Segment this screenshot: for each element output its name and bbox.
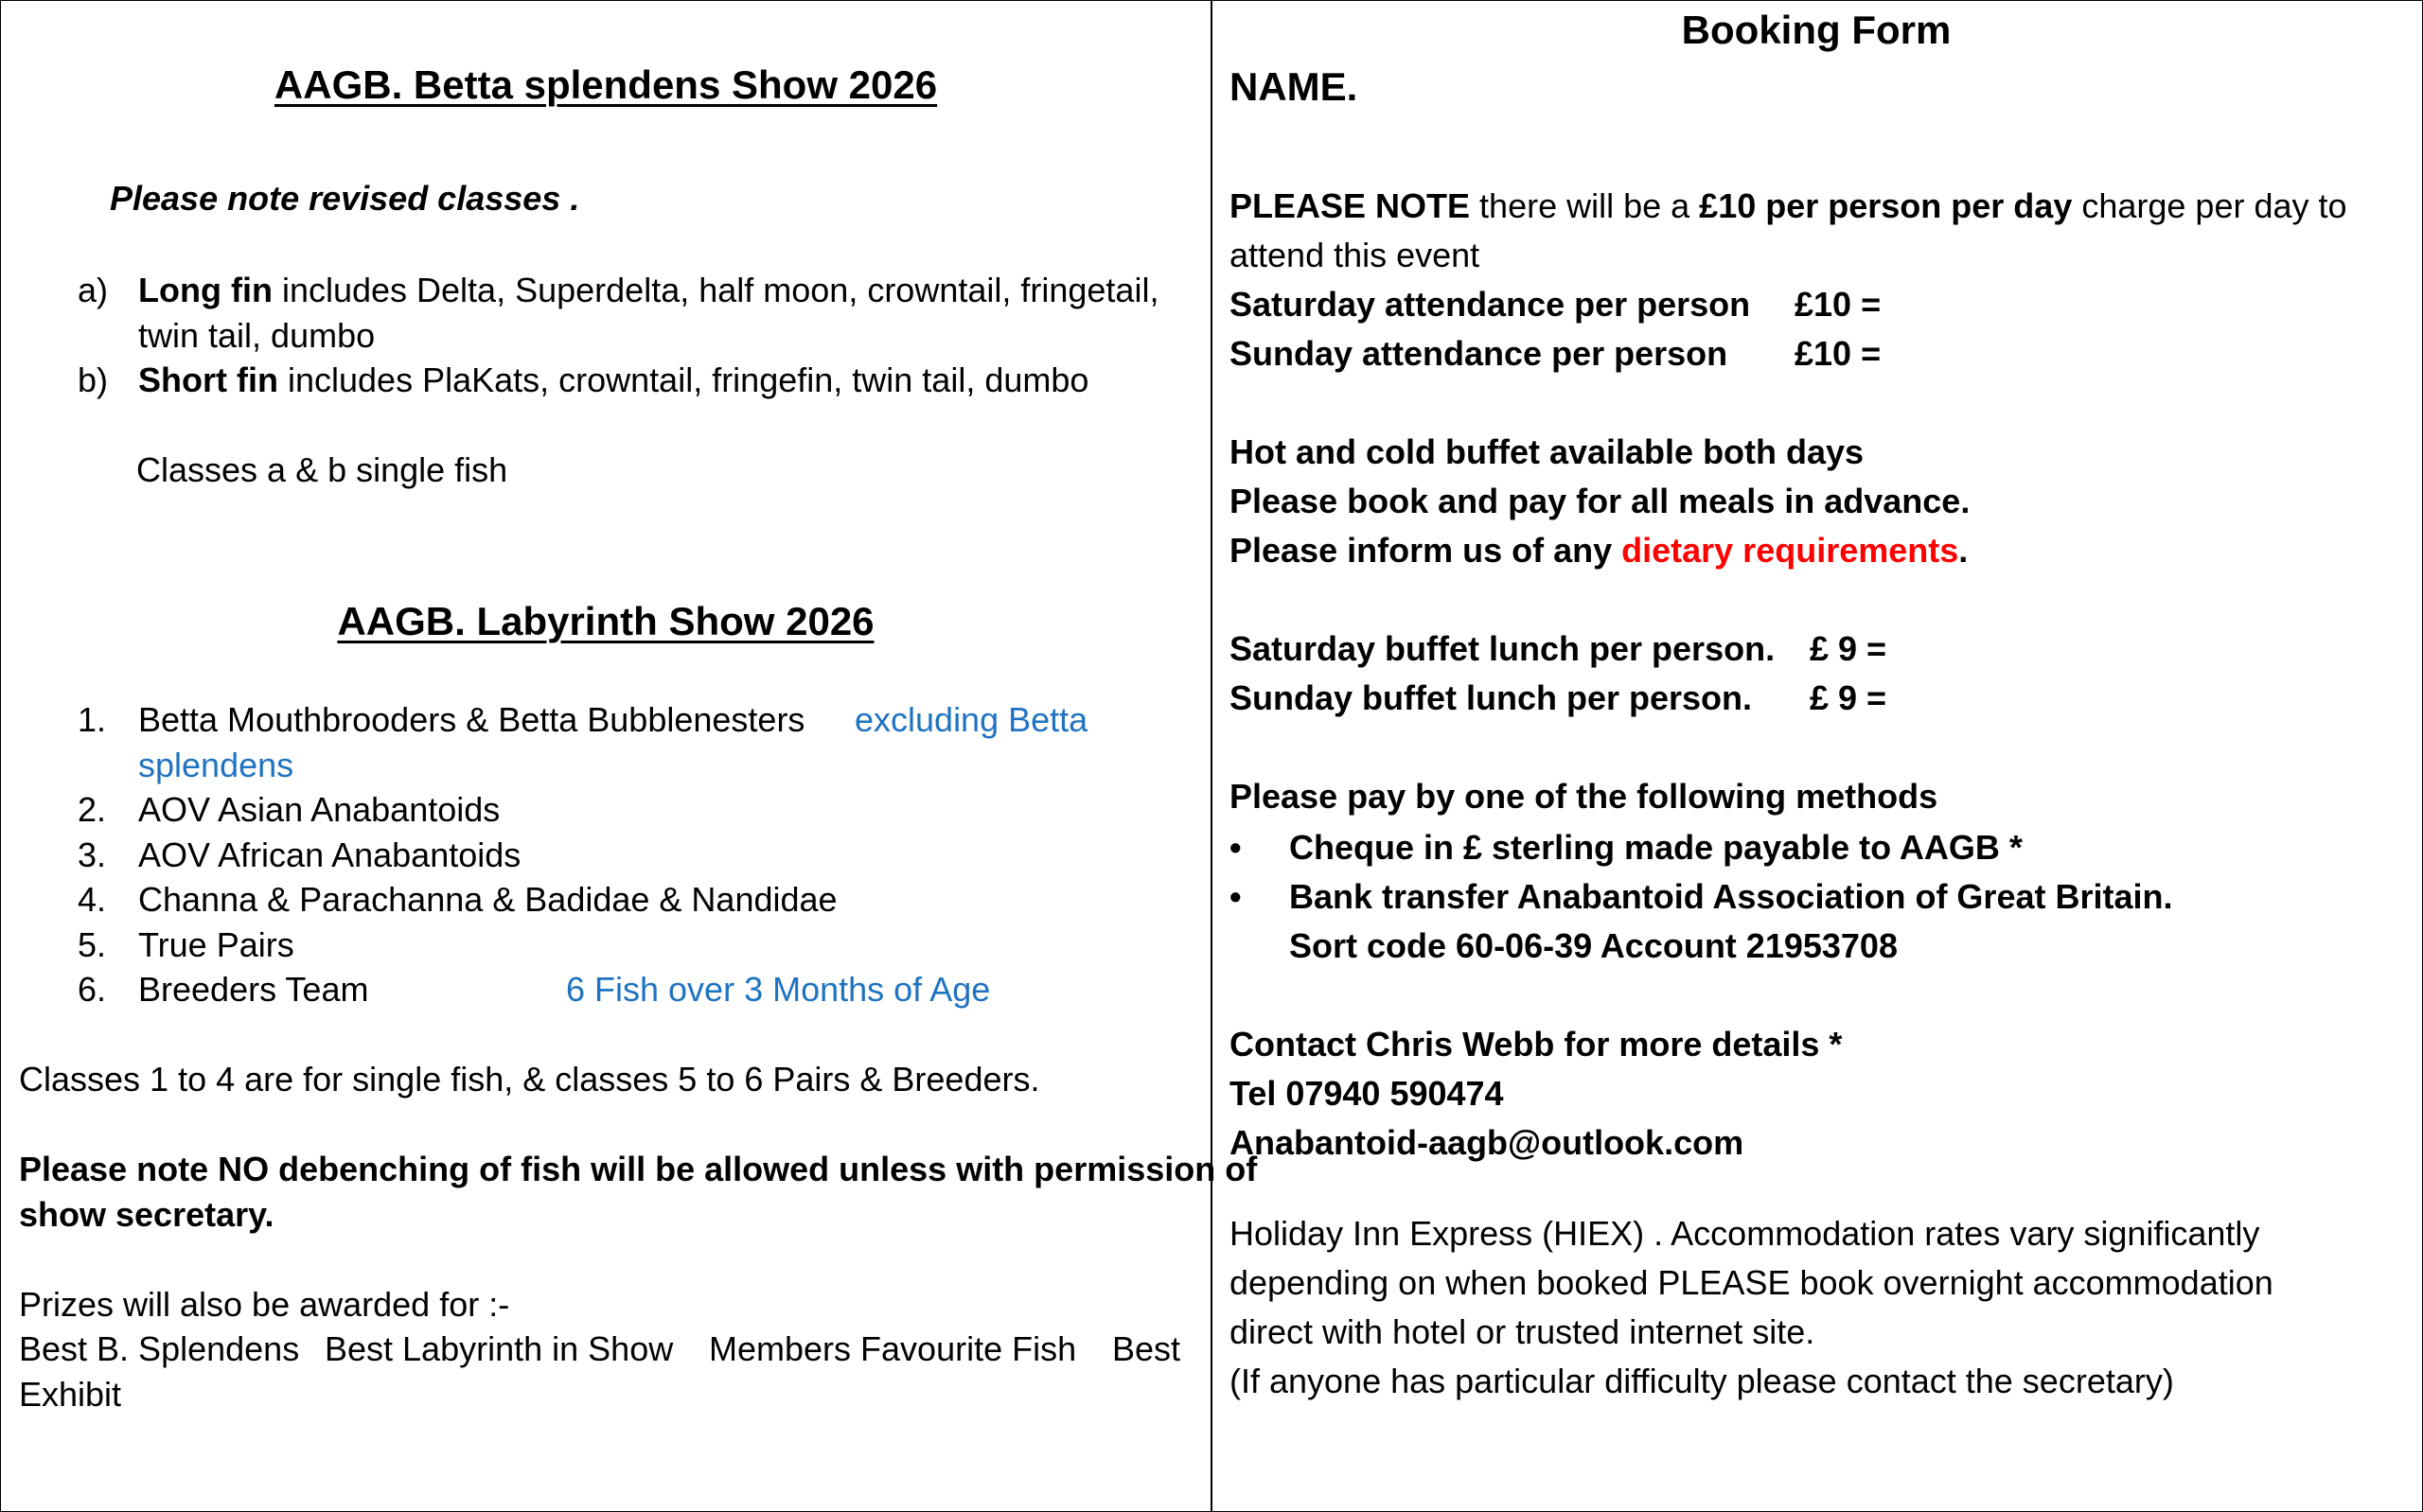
revised-classes-note: Please note revised classes .: [110, 179, 580, 218]
buffet-line3: Please inform us of any dietary requirements.: [1229, 531, 1969, 570]
payment-intro: Please pay by one of the following methods: [1229, 777, 1938, 816]
dietary-requirements: dietary requirements: [1621, 531, 1959, 570]
name-label: NAME.: [1229, 64, 1358, 109]
betta-classes-note: Classes a & b single fish: [136, 450, 508, 489]
prize-best-splendens: Best B. Splendens: [19, 1329, 300, 1368]
column-divider: [1211, 0, 1212, 1512]
hotel-line2: depending on when booked PLEASE book overnight accommodation: [1229, 1263, 2273, 1302]
prizes-intro: Prizes will also be awarded for :-: [19, 1285, 510, 1324]
bullet-icon: •: [1229, 828, 1242, 867]
buffet-line1: Hot and cold buffet available both days: [1229, 432, 1865, 471]
prize-best-exhibit-wrap: Exhibit: [19, 1375, 122, 1414]
debench-note-line2: show secretary.: [19, 1195, 274, 1234]
prize-members-favourite: Members Favourite Fish: [709, 1329, 1077, 1368]
classes-summary: Classes 1 to 4 are for single fish, & classes 5 to 6 Pairs & Breeders.: [19, 1060, 1040, 1099]
booking-form-title: Booking Form: [1681, 8, 1952, 52]
bullet-icon: •: [1229, 877, 1242, 916]
class-name: Short fin: [138, 360, 278, 399]
prize-best-exhibit: Best: [1112, 1329, 1181, 1368]
prize-best-labyrinth: Best Labyrinth in Show: [325, 1329, 674, 1368]
charge-note-line2: attend this event: [1229, 236, 1480, 274]
email-address: Anabantoid-aagb@outlook.com: [1229, 1123, 1744, 1162]
hotel-line4: (If anyone has particular difficulty please contact the secretary): [1229, 1362, 2174, 1400]
hotel-line3: direct with hotel or trusted internet site.: [1229, 1312, 1815, 1351]
debench-note-line1: Please note NO debenching of fish will be allowed unless with permission of: [19, 1150, 1258, 1188]
telephone: Tel 07940 590474: [1229, 1074, 1504, 1113]
hotel-line1: Holiday Inn Express (HIEX) . Accommodation rates vary significantly: [1229, 1214, 2260, 1253]
buffet-line2: Please book and pay for all meals in advance.: [1229, 482, 1971, 520]
class-name: Long fin: [138, 271, 273, 309]
show-title: AAGB. Betta splendens Show 2026: [274, 62, 938, 107]
sort-code: Sort code 60-06-39 Account 21953708: [1289, 926, 1898, 965]
contact-line: Contact Chris Webb for more details *: [1229, 1025, 1843, 1064]
labyrinth-title: AAGB. Labyrinth Show 2026: [337, 599, 875, 643]
charge-note-line1: PLEASE NOTE there will be a £10 per person per day charge per day to: [1229, 186, 2347, 225]
